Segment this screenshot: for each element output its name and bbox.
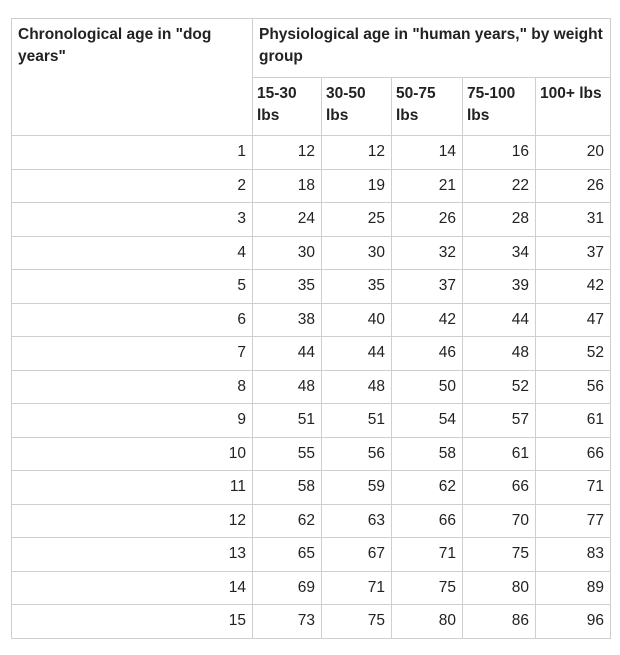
human-age-cell: 34 bbox=[463, 236, 536, 270]
human-age-cell: 57 bbox=[463, 404, 536, 438]
human-age-cell: 70 bbox=[463, 504, 536, 538]
human-age-cell: 40 bbox=[322, 303, 392, 337]
dog-age-cell: 8 bbox=[12, 370, 253, 404]
human-age-cell: 89 bbox=[536, 571, 611, 605]
human-age-cell: 48 bbox=[253, 370, 322, 404]
table-row bbox=[12, 136, 611, 170]
human-age-cell: 35 bbox=[253, 270, 322, 304]
weight-group-header: 75-100 lbs bbox=[463, 78, 536, 136]
human-age-cell: 44 bbox=[253, 337, 322, 371]
human-age-cell: 71 bbox=[392, 538, 463, 572]
human-age-cell: 80 bbox=[463, 571, 536, 605]
human-age-cell: 39 bbox=[463, 270, 536, 304]
table-row bbox=[12, 303, 611, 337]
human-age-cell: 44 bbox=[322, 337, 392, 371]
human-age-cell: 25 bbox=[322, 203, 392, 237]
weight-group-header: 15-30 lbs bbox=[253, 78, 322, 136]
dog-age-cell: 3 bbox=[12, 203, 253, 237]
human-age-cell: 86 bbox=[463, 605, 536, 639]
dog-age-cell: 13 bbox=[12, 538, 253, 572]
dog-age-cell: 15 bbox=[12, 605, 253, 639]
dog-age-cell: 5 bbox=[12, 270, 253, 304]
human-age-cell: 12 bbox=[322, 136, 392, 170]
human-age-cell: 30 bbox=[322, 236, 392, 270]
human-age-cell: 77 bbox=[536, 504, 611, 538]
dog-age-cell: 7 bbox=[12, 337, 253, 371]
table-row bbox=[12, 236, 611, 270]
human-age-cell: 96 bbox=[536, 605, 611, 639]
human-age-cell: 46 bbox=[392, 337, 463, 371]
table-body bbox=[12, 19, 611, 639]
dog-age-cell: 1 bbox=[12, 136, 253, 170]
human-age-cell: 42 bbox=[392, 303, 463, 337]
human-age-cell: 24 bbox=[253, 203, 322, 237]
human-age-cell: 73 bbox=[253, 605, 322, 639]
human-age-cell: 58 bbox=[253, 471, 322, 505]
human-age-cell: 31 bbox=[536, 203, 611, 237]
human-age-cell: 83 bbox=[536, 538, 611, 572]
table-row bbox=[12, 437, 611, 471]
human-age-cell: 47 bbox=[536, 303, 611, 337]
human-age-cell: 55 bbox=[253, 437, 322, 471]
human-age-cell: 32 bbox=[392, 236, 463, 270]
human-age-cell: 63 bbox=[322, 504, 392, 538]
human-age-cell: 20 bbox=[536, 136, 611, 170]
human-age-cell: 26 bbox=[536, 169, 611, 203]
human-age-cell: 71 bbox=[536, 471, 611, 505]
human-age-cell: 65 bbox=[253, 538, 322, 572]
human-age-cell: 75 bbox=[392, 571, 463, 605]
human-age-cell: 52 bbox=[536, 337, 611, 371]
human-age-cell: 48 bbox=[322, 370, 392, 404]
human-age-cell: 50 bbox=[392, 370, 463, 404]
human-age-cell: 67 bbox=[322, 538, 392, 572]
human-age-cell: 56 bbox=[536, 370, 611, 404]
human-age-cell: 35 bbox=[322, 270, 392, 304]
table-row bbox=[12, 605, 611, 639]
dog-age-cell: 6 bbox=[12, 303, 253, 337]
header-physiological-age: Physiological age in "human years," by weight group bbox=[253, 19, 611, 78]
table-row bbox=[12, 169, 611, 203]
human-age-cell: 66 bbox=[536, 437, 611, 471]
human-age-cell: 59 bbox=[322, 471, 392, 505]
table-row bbox=[12, 471, 611, 505]
human-age-cell: 21 bbox=[392, 169, 463, 203]
human-age-cell: 71 bbox=[322, 571, 392, 605]
table-row bbox=[12, 571, 611, 605]
human-age-cell: 61 bbox=[463, 437, 536, 471]
table-row bbox=[12, 504, 611, 538]
weight-group-header: 30-50 lbs bbox=[322, 78, 392, 136]
human-age-cell: 44 bbox=[463, 303, 536, 337]
human-age-cell: 19 bbox=[322, 169, 392, 203]
dog-age-cell: 12 bbox=[12, 504, 253, 538]
human-age-cell: 37 bbox=[392, 270, 463, 304]
human-age-cell: 56 bbox=[322, 437, 392, 471]
human-age-cell: 30 bbox=[253, 236, 322, 270]
dog-age-cell: 14 bbox=[12, 571, 253, 605]
header-chronological-age: Chronological age in "dog years" bbox=[12, 19, 253, 136]
human-age-cell: 37 bbox=[536, 236, 611, 270]
human-age-cell: 16 bbox=[463, 136, 536, 170]
human-age-cell: 51 bbox=[253, 404, 322, 438]
header-row bbox=[12, 19, 611, 78]
human-age-cell: 58 bbox=[392, 437, 463, 471]
table-row bbox=[12, 337, 611, 371]
weight-group-header: 100+ lbs bbox=[536, 78, 611, 136]
human-age-cell: 75 bbox=[322, 605, 392, 639]
table-row bbox=[12, 270, 611, 304]
human-age-cell: 12 bbox=[253, 136, 322, 170]
dog-age-cell: 2 bbox=[12, 169, 253, 203]
human-age-cell: 62 bbox=[253, 504, 322, 538]
human-age-cell: 66 bbox=[392, 504, 463, 538]
dog-age-cell: 4 bbox=[12, 236, 253, 270]
human-age-cell: 69 bbox=[253, 571, 322, 605]
human-age-cell: 61 bbox=[536, 404, 611, 438]
human-age-cell: 80 bbox=[392, 605, 463, 639]
table-row bbox=[12, 370, 611, 404]
table-row bbox=[12, 538, 611, 572]
dog-age-cell: 9 bbox=[12, 404, 253, 438]
human-age-cell: 75 bbox=[463, 538, 536, 572]
human-age-cell: 26 bbox=[392, 203, 463, 237]
dog-age-table bbox=[11, 18, 611, 639]
human-age-cell: 52 bbox=[463, 370, 536, 404]
human-age-cell: 28 bbox=[463, 203, 536, 237]
human-age-cell: 48 bbox=[463, 337, 536, 371]
human-age-cell: 22 bbox=[463, 169, 536, 203]
human-age-cell: 14 bbox=[392, 136, 463, 170]
table-row bbox=[12, 404, 611, 438]
human-age-cell: 54 bbox=[392, 404, 463, 438]
dog-age-cell: 11 bbox=[12, 471, 253, 505]
human-age-cell: 62 bbox=[392, 471, 463, 505]
human-age-cell: 42 bbox=[536, 270, 611, 304]
human-age-cell: 18 bbox=[253, 169, 322, 203]
table-row bbox=[12, 203, 611, 237]
weight-group-header: 50-75 lbs bbox=[392, 78, 463, 136]
dog-age-cell: 10 bbox=[12, 437, 253, 471]
human-age-cell: 38 bbox=[253, 303, 322, 337]
human-age-cell: 66 bbox=[463, 471, 536, 505]
human-age-cell: 51 bbox=[322, 404, 392, 438]
